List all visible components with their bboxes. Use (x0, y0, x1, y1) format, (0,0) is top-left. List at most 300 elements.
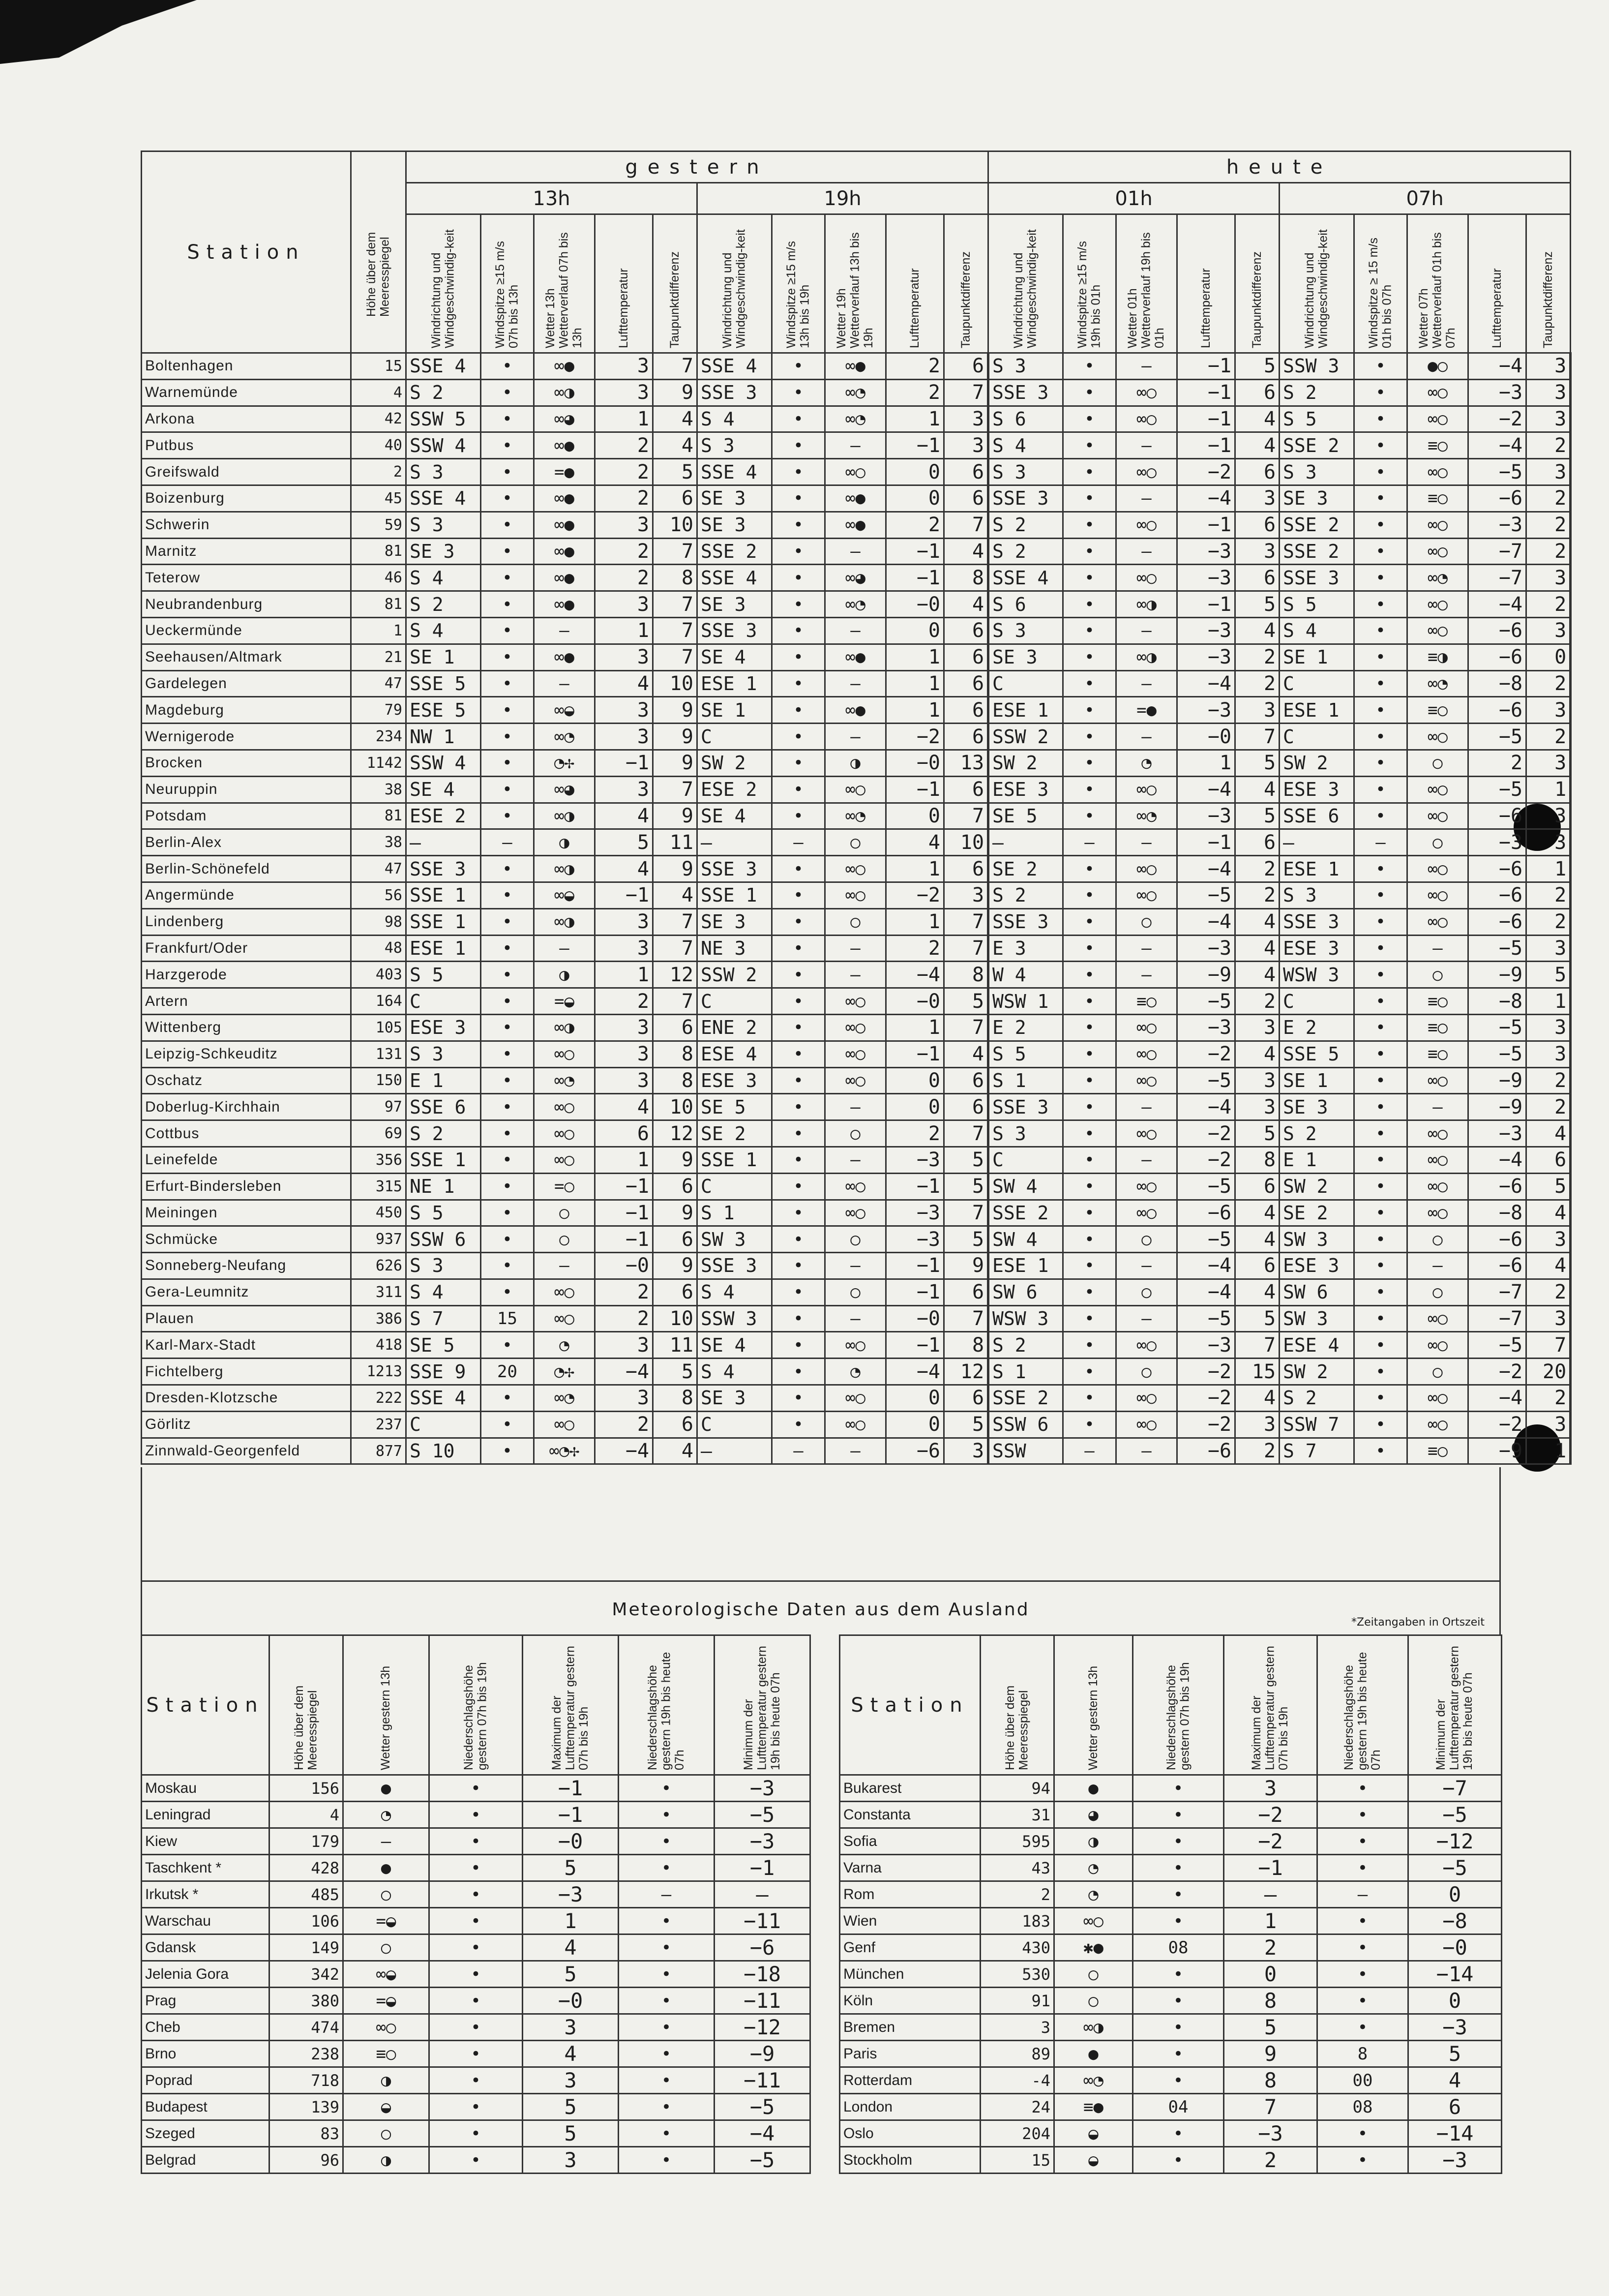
weather-cell: ✱● (1054, 1934, 1133, 1961)
wind-cell: S 7 (406, 1305, 481, 1332)
temperature-cell: −1 (886, 1279, 944, 1305)
gust-cell: • (1063, 1120, 1116, 1147)
weather-cell: ≡◑ (1407, 644, 1468, 670)
col-header-19h-2: Wetter 19h Wetterverlauf 13h bis 19h (825, 214, 886, 353)
weather-cell: ∞○ (1116, 406, 1177, 432)
station-height: 386 (351, 1305, 406, 1332)
dewpoint-diff-cell: 2 (1526, 512, 1571, 538)
station-height: 105 (351, 1014, 406, 1041)
table-row (142, 803, 1571, 829)
temperature-cell: 2 (1468, 750, 1526, 776)
station-height: 91 (981, 1988, 1054, 2014)
weather-cell: ∞○ (1407, 512, 1468, 538)
station-height: 47 (351, 856, 406, 882)
gust-cell: • (481, 406, 534, 432)
wind-cell: S 2 (406, 1120, 481, 1147)
min-temp-cell: −5 (715, 2094, 810, 2120)
wind-cell: SW 2 (1280, 1359, 1354, 1385)
min-temp-cell: −3 (715, 1828, 810, 1855)
gust-cell: • (1354, 432, 1407, 459)
gust-cell: • (772, 935, 825, 962)
weather-cell: ∞○ (1116, 379, 1177, 406)
col-header-01h-1: Windspitze ≥15 m/s 19h bis 01h (1063, 214, 1116, 353)
temperature-cell: −7 (1468, 538, 1526, 565)
wind-cell: S 3 (406, 459, 481, 485)
time-header-19h: 19h (697, 183, 988, 214)
station-name: Prag (142, 1988, 269, 2014)
table-row (840, 1988, 1502, 2014)
dewpoint-diff-cell: 7 (944, 1200, 988, 1226)
dewpoint-diff-cell: 3 (1526, 1411, 1571, 1438)
station-height: 3 (981, 2014, 1054, 2041)
temperature-cell: −6 (1468, 856, 1526, 882)
dewpoint-diff-cell: 2 (1526, 670, 1571, 697)
gust-cell: • (481, 1332, 534, 1359)
temperature-cell: −3 (1177, 803, 1235, 829)
wind-cell: SW 6 (1280, 1279, 1354, 1305)
dewpoint-diff-cell: 3 (1235, 1411, 1280, 1438)
weather-cell: ≡○ (1116, 988, 1177, 1015)
dewpoint-diff-cell: 2 (1235, 988, 1280, 1015)
wind-cell: SE 3 (697, 512, 772, 538)
wind-cell: SSW (988, 1438, 1063, 1464)
wind-cell: SE 4 (697, 1332, 772, 1359)
weather-cell: ∞○ (1116, 856, 1177, 882)
dewpoint-diff-cell: 7 (653, 935, 697, 962)
wind-cell: SE 3 (697, 485, 772, 512)
weather-cell: ∞○ (1407, 379, 1468, 406)
dewpoint-diff-cell: 3 (1526, 1041, 1571, 1067)
precip-day-cell: • (1133, 1961, 1224, 1988)
weather-cell: — (825, 670, 886, 697)
gust-cell: • (481, 1094, 534, 1120)
weather-cell: ∞○ (1116, 1041, 1177, 1067)
dewpoint-diff-cell: 3 (1235, 485, 1280, 512)
dewpoint-diff-cell: 10 (944, 829, 988, 856)
precip-night-cell: 00 (1317, 2067, 1408, 2094)
gust-cell: • (1354, 1279, 1407, 1305)
wind-cell: E 2 (988, 1014, 1063, 1041)
dewpoint-diff-cell: 11 (653, 829, 697, 856)
dewpoint-diff-cell: 3 (1526, 459, 1571, 485)
precip-day-cell: • (429, 1934, 523, 1961)
dewpoint-diff-cell: 6 (944, 644, 988, 670)
dewpoint-diff-cell: 7 (653, 353, 697, 380)
weather-cell: ○ (825, 829, 886, 856)
wind-cell: SE 5 (697, 1094, 772, 1120)
dewpoint-diff-cell: 8 (653, 565, 697, 591)
weather-cell: ∞● (825, 485, 886, 512)
gust-cell: • (1354, 565, 1407, 591)
dewpoint-diff-cell: 4 (1235, 1279, 1280, 1305)
gust-cell: • (481, 697, 534, 724)
station-height: 40 (351, 432, 406, 459)
gust-cell: • (1063, 1385, 1116, 1412)
max-temp-cell: 4 (523, 1934, 619, 1961)
temperature-cell: 4 (595, 670, 653, 697)
weather-cell: ∞◔ (825, 379, 886, 406)
weather-cell: — (1116, 353, 1177, 380)
dewpoint-diff-cell: 3 (944, 432, 988, 459)
weather-cell: =○ (534, 1173, 595, 1200)
wind-cell: SE 3 (988, 644, 1063, 670)
gust-cell: • (481, 1253, 534, 1279)
table-row (142, 2120, 810, 2147)
dewpoint-diff-cell: 2 (1526, 1094, 1571, 1120)
weather-cell: ∞◔ (825, 591, 886, 618)
temperature-cell: −1 (595, 1226, 653, 1253)
gust-cell: • (772, 670, 825, 697)
weather-cell: ○ (534, 1226, 595, 1253)
gust-cell: • (481, 1067, 534, 1094)
dewpoint-diff-cell: 2 (1526, 485, 1571, 512)
gust-cell: • (772, 882, 825, 908)
wind-cell: SSE 3 (988, 1094, 1063, 1120)
precip-day-cell: • (1133, 1775, 1224, 1802)
gust-cell: • (1354, 406, 1407, 432)
gust-cell: • (481, 379, 534, 406)
gust-cell: • (1063, 379, 1116, 406)
station-name: Wernigerode (142, 724, 351, 750)
temperature-cell: 1 (595, 1147, 653, 1173)
weather-cell: ∞◑ (534, 856, 595, 882)
station-name: Potsdam (142, 803, 351, 829)
dewpoint-diff-cell: 4 (944, 538, 988, 565)
col-header-13h-2: Wetter 13h Wetterverlauf 07h bis 13h (534, 214, 595, 353)
col-header-13h-0: Windrichtung und Windgeschwindig-keit (406, 214, 481, 353)
temperature-cell: −6 (1468, 1226, 1526, 1253)
station-height: 380 (269, 1988, 343, 2014)
min-temp-cell: −11 (715, 1988, 810, 2014)
weather-cell: ∞◑ (1054, 2014, 1133, 2041)
gust-cell: • (1354, 988, 1407, 1015)
weather-cell: — (534, 1253, 595, 1279)
gust-cell: • (1354, 644, 1407, 670)
temperature-cell: −3 (1468, 829, 1526, 856)
dewpoint-diff-cell: 2 (1235, 670, 1280, 697)
gust-cell: • (1354, 697, 1407, 724)
weather-cell: ∞○ (825, 1385, 886, 1412)
wind-cell: ESE 4 (1280, 1332, 1354, 1359)
dewpoint-diff-cell: 9 (653, 379, 697, 406)
table-row (142, 432, 1571, 459)
wind-cell: SSE 4 (988, 565, 1063, 591)
gust-cell: • (772, 1385, 825, 1412)
station-height: 356 (351, 1147, 406, 1173)
wind-cell: — (988, 829, 1063, 856)
wind-cell: S 4 (988, 432, 1063, 459)
gust-cell: • (772, 803, 825, 829)
temperature-cell: 2 (886, 512, 944, 538)
table-row (142, 1067, 1571, 1094)
station-height: 38 (351, 829, 406, 856)
precip-day-cell: • (1133, 1908, 1224, 1934)
wind-cell: SSE 1 (406, 882, 481, 908)
dewpoint-diff-cell: 5 (1235, 750, 1280, 776)
table-row (142, 670, 1571, 697)
dewpoint-diff-cell: 5 (1526, 1173, 1571, 1200)
dewpoint-diff-cell: 7 (1235, 1332, 1280, 1359)
table-row (142, 1411, 1571, 1438)
wind-cell: SW 6 (988, 1279, 1063, 1305)
weather-cell: — (1116, 1253, 1177, 1279)
station-name: Warschau (142, 1908, 269, 1934)
weather-cell: ∞○ (1116, 1332, 1177, 1359)
weather-cell: — (534, 935, 595, 962)
max-temp-cell: 2 (1224, 1934, 1317, 1961)
gust-cell: • (772, 962, 825, 988)
dewpoint-diff-cell: 3 (1235, 1014, 1280, 1041)
weather-cell: ∞◒ (534, 882, 595, 908)
weather-cell: ∞◔ (534, 724, 595, 750)
weather-cell: — (825, 432, 886, 459)
temperature-cell: −6 (1177, 1438, 1235, 1464)
weather-cell: — (343, 1828, 429, 1855)
station-height: 139 (269, 2094, 343, 2120)
gust-cell: • (1063, 670, 1116, 697)
col-header-01h-3: Lufttemperatur (1177, 214, 1235, 353)
dewpoint-diff-cell: 2 (1526, 432, 1571, 459)
min-temp-cell: 5 (1408, 2041, 1502, 2067)
wind-cell: S 5 (406, 962, 481, 988)
temperature-cell: −5 (1468, 1041, 1526, 1067)
weather-cell: ◑ (1054, 1828, 1133, 1855)
temperature-cell: 3 (595, 1067, 653, 1094)
temperature-cell: 1 (595, 962, 653, 988)
weather-cell: ∞● (534, 538, 595, 565)
gust-cell: • (1063, 406, 1116, 432)
temperature-cell: −3 (1468, 512, 1526, 538)
temperature-cell: 1 (1177, 750, 1235, 776)
wind-cell: SE 4 (697, 644, 772, 670)
wind-cell: SSW 7 (1280, 1411, 1354, 1438)
temperature-cell: −1 (886, 432, 944, 459)
precip-night-cell: 8 (1317, 2041, 1408, 2067)
weather-cell: ○ (1054, 1988, 1133, 2014)
max-temp-cell: 8 (1224, 1988, 1317, 2014)
table-row (840, 2147, 1502, 2174)
gust-cell: — (772, 829, 825, 856)
precip-day-cell: • (429, 1908, 523, 1934)
gust-cell: • (772, 1094, 825, 1120)
temperature-cell: −2 (1468, 1359, 1526, 1385)
foreign-table-left (141, 1634, 811, 2174)
table-row (840, 2041, 1502, 2067)
table-row (840, 1828, 1502, 1855)
dewpoint-diff-cell: 3 (944, 1438, 988, 1464)
weather-cell: ∞○ (1407, 908, 1468, 935)
precip-day-cell: • (429, 1881, 523, 1908)
wind-cell: S 4 (406, 1279, 481, 1305)
station-height: 2 (351, 459, 406, 485)
weather-cell: ∞○ (825, 1332, 886, 1359)
wind-cell: SSE 3 (1280, 565, 1354, 591)
weather-cell: ∞● (825, 697, 886, 724)
station-height: 106 (269, 1908, 343, 1934)
weather-cell: ∞○ (1116, 1173, 1177, 1200)
corner-ink-blot (0, 0, 197, 64)
wind-cell: SSE 3 (697, 856, 772, 882)
wind-cell: SSE 2 (1280, 432, 1354, 459)
table-row (142, 2041, 810, 2067)
max-temp-cell: −2 (1224, 1828, 1317, 1855)
wind-cell: SW 3 (1280, 1226, 1354, 1253)
precip-night-cell: — (619, 1881, 715, 1908)
station-height: 94 (981, 1775, 1054, 1802)
table-row (142, 353, 1571, 380)
dewpoint-diff-cell: 7 (944, 803, 988, 829)
right-col-header-0: Station (840, 1635, 981, 1775)
temperature-cell: 3 (595, 697, 653, 724)
temperature-cell: −9 (1177, 962, 1235, 988)
precip-day-cell: • (429, 1961, 523, 1988)
wind-cell: SE 5 (406, 1332, 481, 1359)
gust-cell: • (481, 988, 534, 1015)
table-row (142, 1279, 1571, 1305)
temperature-cell: −6 (886, 1438, 944, 1464)
gust-cell: • (1063, 485, 1116, 512)
temperature-cell: 2 (595, 988, 653, 1015)
weather-cell: =◒ (343, 1988, 429, 2014)
gust-cell: • (1354, 1253, 1407, 1279)
weather-cell: — (825, 1147, 886, 1173)
gust-cell: • (1354, 776, 1407, 803)
dewpoint-diff-cell: 4 (1235, 908, 1280, 935)
weather-cell: ∞○ (534, 1147, 595, 1173)
gust-cell: • (772, 353, 825, 380)
foreign-table-right (839, 1634, 1502, 2174)
station-name: Paris (840, 2041, 981, 2067)
max-temp-cell: 8 (1224, 2067, 1317, 2094)
temperature-cell: −4 (1177, 1279, 1235, 1305)
station-name: Genf (840, 1934, 981, 1961)
table-row (142, 485, 1571, 512)
temperature-cell: 0 (886, 1411, 944, 1438)
table-row (142, 1359, 1571, 1385)
station-height: 31 (981, 1802, 1054, 1828)
dewpoint-diff-cell: 20 (1526, 1359, 1571, 1385)
wind-cell: SSE 4 (697, 353, 772, 380)
gust-cell: • (481, 1385, 534, 1412)
gust-cell: • (1063, 644, 1116, 670)
temperature-cell: −0 (886, 750, 944, 776)
col-header-07h-2: Wetter 07h Wetterverlauf 01h bis 07h (1407, 214, 1468, 353)
station-name: Gardelegen (142, 670, 351, 697)
gust-cell: • (481, 1226, 534, 1253)
temperature-cell: −4 (1177, 1253, 1235, 1279)
weather-cell: ≡○ (1407, 485, 1468, 512)
weather-cell: ○ (1407, 829, 1468, 856)
dewpoint-diff-cell: 10 (653, 1094, 697, 1120)
dewpoint-diff-cell: 4 (653, 1438, 697, 1464)
wind-cell: ESE 2 (406, 803, 481, 829)
gust-cell: • (1354, 1120, 1407, 1147)
station-height: 79 (351, 697, 406, 724)
dewpoint-diff-cell: 10 (653, 1305, 697, 1332)
station-height: 1142 (351, 750, 406, 776)
weather-cell: ∞◔ (1054, 2067, 1133, 2094)
dewpoint-diff-cell: 6 (944, 459, 988, 485)
temperature-cell: 3 (595, 908, 653, 935)
weather-cell: ∞○ (825, 1067, 886, 1094)
wind-cell: S 2 (1280, 1120, 1354, 1147)
max-temp-cell: −2 (1224, 1802, 1317, 1828)
wind-cell: S 2 (988, 538, 1063, 565)
temperature-cell: 3 (595, 935, 653, 962)
dewpoint-diff-cell: 9 (653, 1147, 697, 1173)
weather-cell: ∞◔ (534, 1067, 595, 1094)
dewpoint-diff-cell: 8 (653, 1041, 697, 1067)
dewpoint-diff-cell: 5 (1526, 962, 1571, 988)
station-height: 342 (269, 1961, 343, 1988)
temperature-cell: −1 (886, 1041, 944, 1067)
dewpoint-diff-cell: 3 (1526, 829, 1571, 856)
precip-day-cell: • (429, 2041, 523, 2067)
table-row (142, 2094, 810, 2120)
table-row (142, 1253, 1571, 1279)
weather-cell: — (825, 538, 886, 565)
wind-cell: SE 1 (1280, 644, 1354, 670)
table-row (142, 538, 1571, 565)
dewpoint-diff-cell: 4 (1526, 1120, 1571, 1147)
temperature-cell: 4 (886, 829, 944, 856)
weather-cell: ∞● (534, 644, 595, 670)
station-height: 718 (269, 2067, 343, 2094)
min-temp-cell: −12 (1408, 1828, 1502, 1855)
gust-cell: • (772, 1253, 825, 1279)
dewpoint-diff-cell: 8 (944, 1332, 988, 1359)
dewpoint-diff-cell: 6 (653, 1411, 697, 1438)
wind-cell: E 1 (406, 1067, 481, 1094)
weather-cell: ∞○ (825, 1041, 886, 1067)
col-header-13h-1: Windspitze ≥15 m/s 07h bis 13h (481, 214, 534, 353)
gust-cell: • (772, 485, 825, 512)
temperature-cell: −4 (1177, 670, 1235, 697)
gust-cell: • (1063, 1041, 1116, 1067)
weather-cell: ∞○ (825, 1200, 886, 1226)
weather-cell: ∞○ (1407, 538, 1468, 565)
station-height: 238 (269, 2041, 343, 2067)
temperature-cell: −2 (886, 724, 944, 750)
station-height: 38 (351, 776, 406, 803)
dewpoint-diff-cell: 2 (1235, 856, 1280, 882)
weather-cell: =◒ (343, 1908, 429, 1934)
gust-cell: • (1354, 1411, 1407, 1438)
temperature-cell: −4 (1177, 776, 1235, 803)
station-name: Fichtelberg (142, 1359, 351, 1385)
dewpoint-diff-cell: 4 (653, 432, 697, 459)
weather-cell: ∞◔ (1407, 670, 1468, 697)
gust-cell: • (1354, 1094, 1407, 1120)
table-row (840, 1802, 1502, 1828)
gust-cell: • (1063, 882, 1116, 908)
gust-cell: • (1354, 935, 1407, 962)
wind-cell: S 1 (697, 1200, 772, 1226)
station-name: Oslo (840, 2120, 981, 2147)
temperature-cell: 1 (595, 617, 653, 644)
station-name: Budapest (142, 2094, 269, 2120)
wind-cell: SE 5 (988, 803, 1063, 829)
station-name: Meiningen (142, 1200, 351, 1226)
gust-cell: • (772, 1041, 825, 1067)
left-col-header-6: Minimum der Lufttemperatur gestern 19h bis heute 07h (715, 1635, 810, 1775)
precip-day-cell: • (429, 1855, 523, 1881)
temperature-cell: −1 (1177, 512, 1235, 538)
temperature-cell: −9 (1468, 1067, 1526, 1094)
station-name: Cheb (142, 2014, 269, 2041)
wind-cell: SSE 4 (406, 353, 481, 380)
min-temp-cell: −5 (715, 2147, 810, 2174)
